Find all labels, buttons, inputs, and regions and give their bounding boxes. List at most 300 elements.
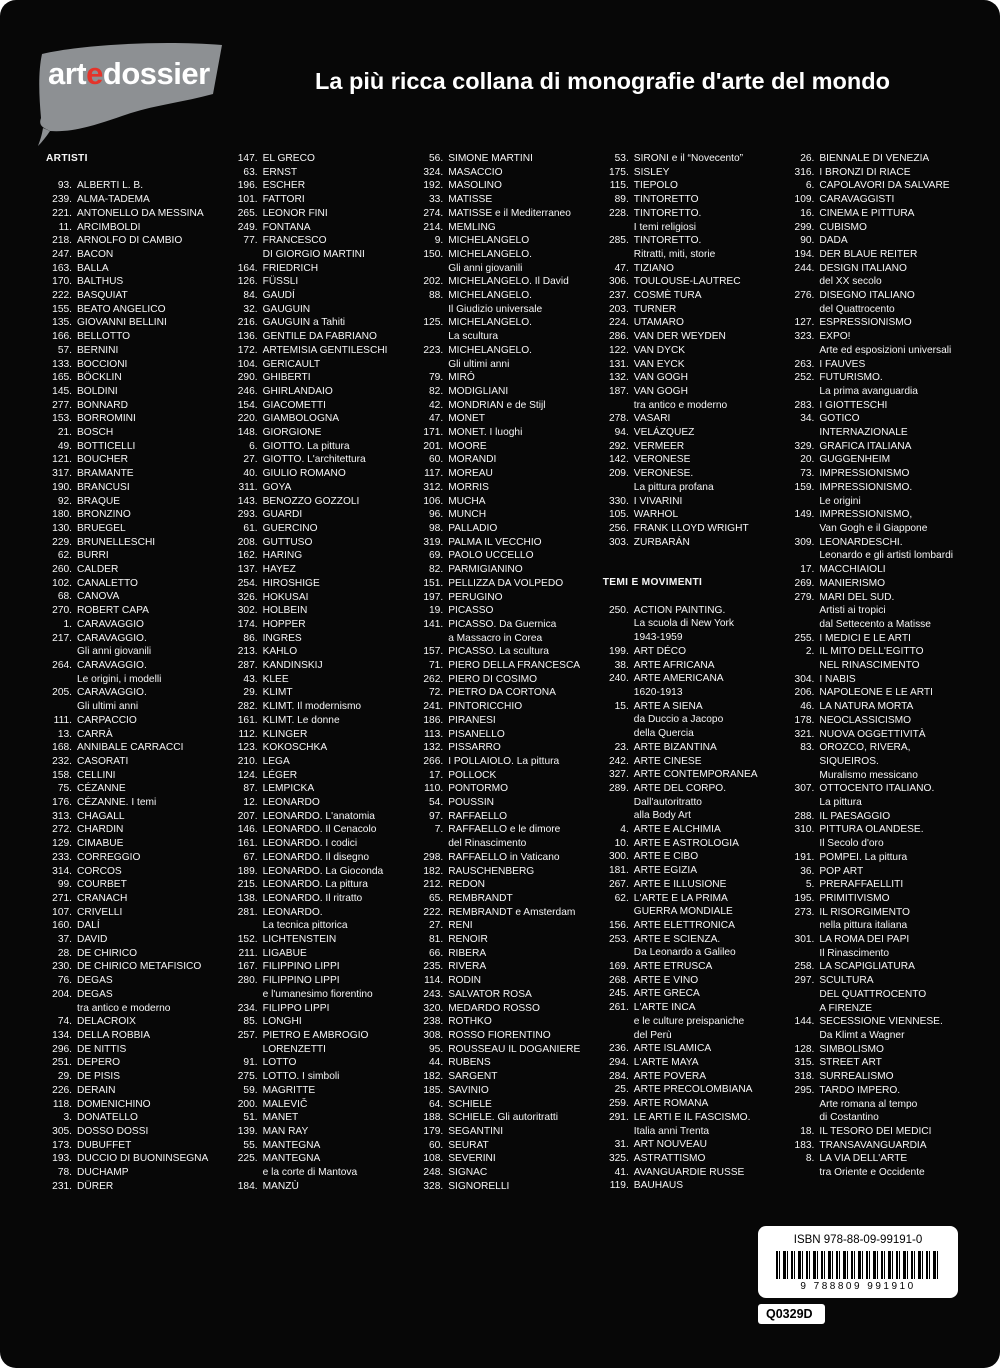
entry-number: 215. — [237, 879, 258, 891]
catalog-entry — [788, 179, 964, 193]
entry-number: 137. — [237, 564, 258, 576]
entry-number: 170. — [52, 276, 72, 288]
entry-number: 193. — [52, 1153, 72, 1165]
entry-number: 132. — [608, 372, 629, 384]
entry-number: 13. — [57, 728, 72, 740]
entry-title: ARTE ELETTRONICA — [633, 919, 735, 931]
entry-number: 74. — [57, 1016, 72, 1028]
catalog-entry — [788, 453, 964, 467]
entry-title: ARTE CONTEMPORANEA — [633, 769, 758, 781]
entry-number: 26. — [800, 153, 815, 164]
entry-title: ARTE POVERA — [633, 1070, 707, 1082]
entry-number: 31. — [614, 1139, 629, 1151]
entry-number: 53. — [614, 153, 629, 164]
entry-title: nella pittura italiana — [819, 920, 908, 932]
entry-title: GAUGUIN a Tahiti — [262, 317, 346, 329]
entry-title: Ritratti, miti, storie — [633, 248, 716, 260]
catalog-entry — [417, 275, 593, 289]
entry-title: DELACROIX — [77, 1016, 136, 1028]
catalog-entry — [788, 865, 964, 879]
entry-number: 201. — [423, 440, 444, 452]
catalog-entry — [788, 248, 964, 262]
entry-title: LEONARDO. La pittura — [262, 879, 368, 891]
entry-number: 280. — [237, 975, 258, 987]
entry-number: 242. — [608, 755, 629, 767]
catalog-entry — [232, 645, 408, 659]
entry-number: 162. — [237, 550, 258, 562]
catalog-entry — [603, 289, 779, 303]
entry-number: 211. — [238, 947, 258, 959]
catalog-entry — [603, 166, 779, 180]
catalog-entry-continuation — [788, 988, 964, 1002]
entry-number: 12. — [243, 797, 258, 809]
catalog-entry — [232, 330, 408, 344]
entry-title: DELLA ROBBIA — [77, 1029, 151, 1041]
catalog-entry — [232, 796, 408, 810]
catalog-entry — [788, 1070, 964, 1084]
entry-title: LEONARDESCHI. — [819, 536, 903, 548]
entry-number: 199. — [608, 645, 629, 657]
catalog-entry — [232, 714, 408, 728]
entry-title: KLINGER — [262, 728, 308, 740]
entry-title: LA ROMA DEI PAPI — [819, 934, 910, 946]
entry-title: MIRÓ — [448, 372, 475, 384]
entry-number: 127. — [794, 317, 815, 329]
entry-number: 27. — [243, 454, 258, 466]
entry-number: 16. — [800, 207, 815, 219]
entry-title: BRUNELLESCHI — [77, 536, 156, 548]
catalog-entry-continuation — [788, 1166, 964, 1180]
entry-title: ARTE DEL CORPO. — [633, 782, 727, 794]
entry-number: 124. — [237, 769, 258, 781]
entry-title: del XX secolo — [819, 276, 882, 288]
entry-title: MORRIS — [448, 481, 489, 493]
catalog-entry — [603, 878, 779, 892]
entry-title: MONDRIAN e de Stijl — [448, 399, 546, 411]
catalog-entry — [603, 604, 779, 618]
catalog-entry — [46, 755, 222, 769]
entry-number: 315. — [794, 1057, 815, 1069]
entry-title: SEVERINI — [448, 1153, 496, 1165]
catalog-entry — [417, 316, 593, 330]
entry-title: MUNCH — [448, 509, 487, 521]
catalog-entry — [46, 988, 222, 1002]
catalog-entry — [46, 933, 222, 947]
entry-number: 87. — [243, 783, 258, 795]
entry-number: 232. — [52, 755, 72, 767]
catalog-entry-continuation — [788, 426, 964, 440]
catalog-entry-continuation — [603, 905, 779, 919]
entry-title: LEONARDO. Il ritratto — [262, 892, 363, 904]
entry-number: 110. — [424, 783, 444, 795]
catalog-entry-continuation — [417, 837, 593, 851]
entry-title: CORCOS — [77, 865, 122, 877]
catalog-entry — [788, 234, 964, 248]
entry-title: KLIMT — [262, 687, 293, 699]
entry-number: 240. — [608, 673, 629, 685]
catalog-columns — [46, 152, 964, 1308]
catalog-entry — [232, 385, 408, 399]
entry-title: LEONARDO. I codici — [262, 838, 358, 850]
entry-number: 131. — [608, 358, 629, 370]
catalog-entry — [417, 248, 593, 262]
entry-title: TOULOUSE-LAUTREC — [633, 276, 741, 288]
entry-title: I POLLAIOLO. La pittura — [448, 755, 560, 767]
catalog-entry — [603, 1070, 779, 1084]
entry-title: La scultura — [448, 331, 499, 343]
catalog-entry — [232, 823, 408, 837]
catalog-entry — [788, 289, 964, 303]
entry-number: 276. — [794, 290, 815, 302]
catalog-entry-continuation — [788, 344, 964, 358]
entry-title: ARTE GRECA — [633, 988, 700, 1000]
entry-title: ROTHKO — [448, 1016, 492, 1028]
entry-title: CARAVAGGIO. — [77, 687, 147, 699]
catalog-entry — [232, 810, 408, 824]
entry-title: ARTE EGIZIA — [633, 865, 697, 877]
entry-number: 148. — [237, 427, 258, 439]
entry-title: LEONOR FINI — [262, 207, 328, 219]
entry-number: 271. — [52, 892, 72, 904]
entry-number: 21. — [57, 427, 72, 439]
entry-number: 278. — [608, 413, 629, 425]
catalog-entry — [232, 399, 408, 413]
catalog-entry — [46, 1029, 222, 1043]
catalog-entry — [46, 248, 222, 262]
entry-number: 5. — [805, 879, 815, 891]
catalog-entry — [417, 1098, 593, 1112]
entry-number: 176. — [52, 797, 72, 809]
catalog-entry-continuation — [232, 988, 408, 1002]
entry-title: del Rinascimento — [448, 838, 527, 850]
entry-title: MEDARDO ROSSO — [448, 1002, 540, 1014]
entry-title: TIEPOLO — [633, 180, 678, 192]
entry-title: FILIPPINO LIPPI — [262, 975, 340, 987]
entry-number: 225. — [237, 1153, 258, 1165]
entry-title: SCHIELE — [448, 1098, 492, 1110]
entry-title: CHARDIN — [77, 824, 124, 836]
catalog-entry — [46, 399, 222, 413]
entry-title: SIGNAC — [448, 1167, 488, 1179]
catalog-entry-continuation — [788, 522, 964, 536]
entry-number: 29. — [243, 687, 258, 699]
catalog-entry-continuation — [603, 686, 779, 700]
catalog-entry — [46, 193, 222, 207]
entry-title: I NABIS — [819, 673, 856, 685]
catalog-entry — [603, 1179, 779, 1193]
catalog-entry — [788, 371, 964, 385]
entry-title: REMBRANDT — [448, 892, 513, 904]
entry-number: 296. — [52, 1043, 72, 1055]
catalog-entry — [417, 344, 593, 358]
entry-number: 190. — [52, 481, 72, 493]
catalog-entry-continuation — [603, 809, 779, 823]
catalog-entry — [417, 865, 593, 879]
catalog-entry — [46, 1015, 222, 1029]
entry-title: BOCCIONI — [77, 358, 128, 370]
catalog-entry — [603, 960, 779, 974]
entry-title: POP ART — [819, 865, 864, 877]
entry-number: 20. — [800, 454, 815, 466]
catalog-entry — [232, 728, 408, 742]
catalog-entry — [788, 974, 964, 988]
entry-title: CÉZANNE — [77, 783, 126, 795]
entry-number: 251. — [52, 1057, 72, 1069]
catalog-entry — [46, 919, 222, 933]
catalog-entry — [603, 1083, 779, 1097]
entry-title: I VIVARINI — [633, 495, 683, 507]
catalog-entry — [232, 179, 408, 193]
logo-part1: art — [48, 56, 87, 91]
entry-number: 119. — [609, 1180, 629, 1192]
catalog-entry — [788, 508, 964, 522]
catalog-entry — [46, 837, 222, 851]
entry-title: I MEDICI E LE ARTI — [819, 632, 911, 644]
entry-title: I BRONZI DI RIACE — [819, 166, 911, 178]
entry-title: Il Rinascimento — [819, 947, 890, 959]
entry-title: DI GIORGIO MARTINI — [262, 248, 365, 260]
entry-title: ARTE ETRUSCA — [633, 961, 713, 973]
entry-title: PRERAFFAELLITI — [819, 879, 904, 891]
entry-number: 82. — [429, 564, 444, 576]
entry-number: 238. — [423, 1016, 444, 1028]
entry-number: 197. — [423, 591, 444, 603]
catalog-entry — [232, 303, 408, 317]
catalog-entry — [788, 728, 964, 742]
entry-title: SAVINIO — [448, 1084, 489, 1096]
catalog-entry — [603, 522, 779, 536]
entry-title: GHIBERTI — [262, 372, 311, 384]
entry-title: CARPACCIO — [77, 714, 137, 726]
catalog-entry — [232, 166, 408, 180]
entry-number: 237. — [608, 290, 629, 302]
entry-number: 15. — [614, 700, 629, 712]
catalog-entry — [417, 604, 593, 618]
catalog-entry — [232, 344, 408, 358]
catalog-entry — [46, 234, 222, 248]
catalog-entry — [46, 577, 222, 591]
entry-title: LEONARDO. La Gioconda — [262, 865, 384, 877]
entry-title: dal Settecento a Matisse — [819, 618, 931, 630]
entry-number: 272. — [52, 824, 72, 836]
entry-title: tra antico e moderno — [77, 1002, 171, 1014]
entry-number: 44. — [429, 1057, 444, 1069]
entry-number: 301. — [794, 934, 815, 946]
catalog-entry — [417, 234, 593, 248]
catalog-entry — [603, 508, 779, 522]
entry-title: MORANDI — [448, 454, 497, 466]
entry-title: CAPOLAVORI DA SALVARE — [819, 180, 950, 192]
entry-title: PONTORMO — [448, 783, 508, 795]
entry-title: SECESSIONE VIENNESE. — [819, 1016, 943, 1028]
catalog-entry — [417, 179, 593, 193]
entry-number: 308. — [423, 1030, 444, 1041]
entry-title: VAN GOGH — [633, 372, 688, 384]
entry-title: IMPRESSIONISMO. — [819, 481, 913, 493]
catalog-entry — [417, 947, 593, 961]
entry-title: ROSSO FIORENTINO — [448, 1030, 551, 1041]
entry-title: BONNARD — [77, 399, 128, 411]
catalog-entry — [46, 906, 222, 920]
entry-title: PIERO DELLA FRANCESCA — [448, 660, 581, 672]
entry-number: 319. — [423, 536, 444, 548]
entry-title: ACTION PAINTING. — [633, 604, 726, 616]
entry-title: BACON — [77, 248, 114, 260]
entry-title: BASQUIAT — [77, 290, 128, 302]
entry-title: del Perù — [633, 1029, 672, 1041]
catalog-entry — [417, 906, 593, 920]
entry-title: MASOLINO — [448, 180, 502, 192]
entry-number: 165. — [52, 372, 72, 384]
entry-number: 233. — [52, 851, 72, 863]
entry-title: SISLEY — [633, 166, 670, 178]
entry-title: PIETRO DA CORTONA — [448, 687, 556, 699]
entry-title: Arte romana al tempo — [819, 1098, 918, 1110]
entry-title: RAFFAELLO e le dimore — [448, 824, 561, 836]
entry-number: 179. — [423, 1125, 444, 1137]
entry-title: DEGAS — [77, 975, 113, 987]
entry-number: 138. — [237, 892, 258, 904]
entry-number: 277. — [52, 399, 72, 411]
entry-title: RAUSCHENBERG — [448, 865, 535, 877]
entry-number: 111. — [53, 714, 72, 726]
entry-title: L'ARTE INCA — [633, 1002, 696, 1014]
entry-title: POUSSIN — [448, 797, 495, 809]
catalog-entry — [232, 412, 408, 426]
entry-number: 320. — [423, 1002, 444, 1014]
entry-title: I temi religiosi — [633, 221, 697, 233]
entry-title: Le origini — [819, 495, 861, 507]
entry-title: RUBENS — [448, 1057, 491, 1069]
entry-title: I FAUVES — [819, 358, 866, 370]
catalog-entry — [417, 152, 593, 166]
entry-number: 212. — [423, 879, 444, 891]
entry-number: 143. — [237, 495, 258, 507]
catalog-entry — [603, 933, 779, 947]
entry-title: BOUCHER — [77, 454, 128, 466]
entry-number: 222. — [423, 906, 444, 918]
entry-number: 98. — [429, 522, 444, 534]
entry-number: 260. — [52, 564, 72, 576]
catalog-entry — [417, 371, 593, 385]
catalog-entry — [788, 152, 964, 166]
catalog-entry — [603, 152, 779, 166]
catalog-entry — [603, 1166, 779, 1180]
entry-number: 234. — [237, 1002, 258, 1014]
catalog-entry — [46, 1152, 222, 1166]
entry-title: ASTRATTISMO — [633, 1152, 706, 1164]
entry-title: DE NITTIS — [77, 1043, 127, 1055]
entry-number: 155. — [52, 303, 72, 315]
entry-title: alla Body Art — [633, 810, 691, 822]
catalog-entry — [417, 1139, 593, 1153]
entry-title: ARTE E SCIENZA. — [633, 933, 721, 945]
catalog-entry-continuation — [788, 796, 964, 810]
entry-number: 192. — [423, 180, 444, 192]
entry-number: 78. — [57, 1167, 72, 1179]
entry-title: KANDINSKIJ — [262, 660, 323, 672]
entry-title: BERNINI — [77, 344, 119, 356]
entry-number: 108. — [423, 1153, 444, 1165]
entry-title: Il Giudizio universale — [448, 303, 543, 315]
entry-title: MACCHIAIOLI — [819, 564, 886, 576]
entry-number: 38. — [614, 659, 629, 671]
entry-title: BRAQUE — [77, 495, 121, 507]
entry-number: 142. — [608, 454, 629, 466]
entry-number: 205. — [52, 687, 72, 699]
catalog-entry — [417, 1152, 593, 1166]
logo-part3: dossier — [102, 56, 210, 91]
catalog-entry — [417, 878, 593, 892]
entry-title: ART DÉCO — [633, 645, 687, 657]
entry-number: 134. — [52, 1029, 72, 1041]
entry-title: DAVID — [77, 934, 108, 946]
catalog-entry — [417, 1015, 593, 1029]
entry-title: LÉGER — [262, 769, 298, 781]
catalog-entry-continuation — [788, 303, 964, 317]
entry-title: SIGNORELLI — [448, 1180, 510, 1192]
catalog-entry — [788, 1084, 964, 1098]
entry-number: 183. — [794, 1139, 815, 1151]
entry-title: CANOVA — [77, 591, 120, 603]
entry-title: VERMEER — [633, 440, 685, 452]
catalog-entry — [46, 851, 222, 865]
entry-number: 18. — [800, 1125, 815, 1137]
catalog-entry — [232, 207, 408, 221]
entry-number: 59. — [243, 1084, 258, 1096]
catalog-entry — [788, 1056, 964, 1070]
catalog-entry-continuation — [603, 399, 779, 413]
entry-title: CELLINI — [77, 769, 116, 781]
entry-number: 4. — [620, 824, 629, 836]
catalog-entry — [46, 385, 222, 399]
entry-number: 25. — [614, 1084, 629, 1096]
catalog-entry-continuation — [788, 618, 964, 632]
entry-title: LEONARDO. — [262, 906, 323, 918]
entry-number: 178. — [794, 714, 815, 726]
entry-number: 101. — [237, 194, 258, 206]
entry-number: 284. — [608, 1070, 629, 1082]
entry-title: GUERCINO — [262, 522, 318, 534]
entry-number: 84. — [243, 290, 258, 302]
catalog-entry — [417, 960, 593, 974]
entry-title: FONTANA — [262, 221, 311, 233]
catalog-entry — [46, 522, 222, 536]
entry-number: 161. — [237, 714, 258, 726]
entry-number: 75. — [57, 783, 72, 795]
catalog-entry — [232, 960, 408, 974]
entry-title: MEMLING — [448, 221, 496, 233]
entry-number: 309. — [794, 536, 815, 548]
entry-number: 288. — [794, 810, 815, 822]
catalog-entry — [788, 440, 964, 454]
catalog-entry-continuation — [788, 659, 964, 673]
entry-title: MATISSE e il Mediterraneo — [448, 207, 571, 219]
entry-title: GIACOMETTI — [262, 399, 326, 411]
entry-number: 249. — [237, 221, 258, 233]
catalog-entry — [46, 481, 222, 495]
entry-title: DONATELLO — [77, 1112, 138, 1124]
entry-title: MUCHA — [448, 495, 486, 507]
entry-number: 218. — [52, 235, 72, 247]
entry-title: MICHELANGELO. — [448, 317, 532, 329]
entry-title: PERUGINO — [448, 591, 503, 603]
catalog-entry-continuation — [46, 1002, 222, 1016]
entry-title: LEONARDO. Il disegno — [262, 851, 370, 863]
catalog-entry — [417, 769, 593, 783]
entry-number: 220. — [237, 413, 258, 425]
entry-title: DESIGN ITALIANO — [819, 262, 907, 274]
